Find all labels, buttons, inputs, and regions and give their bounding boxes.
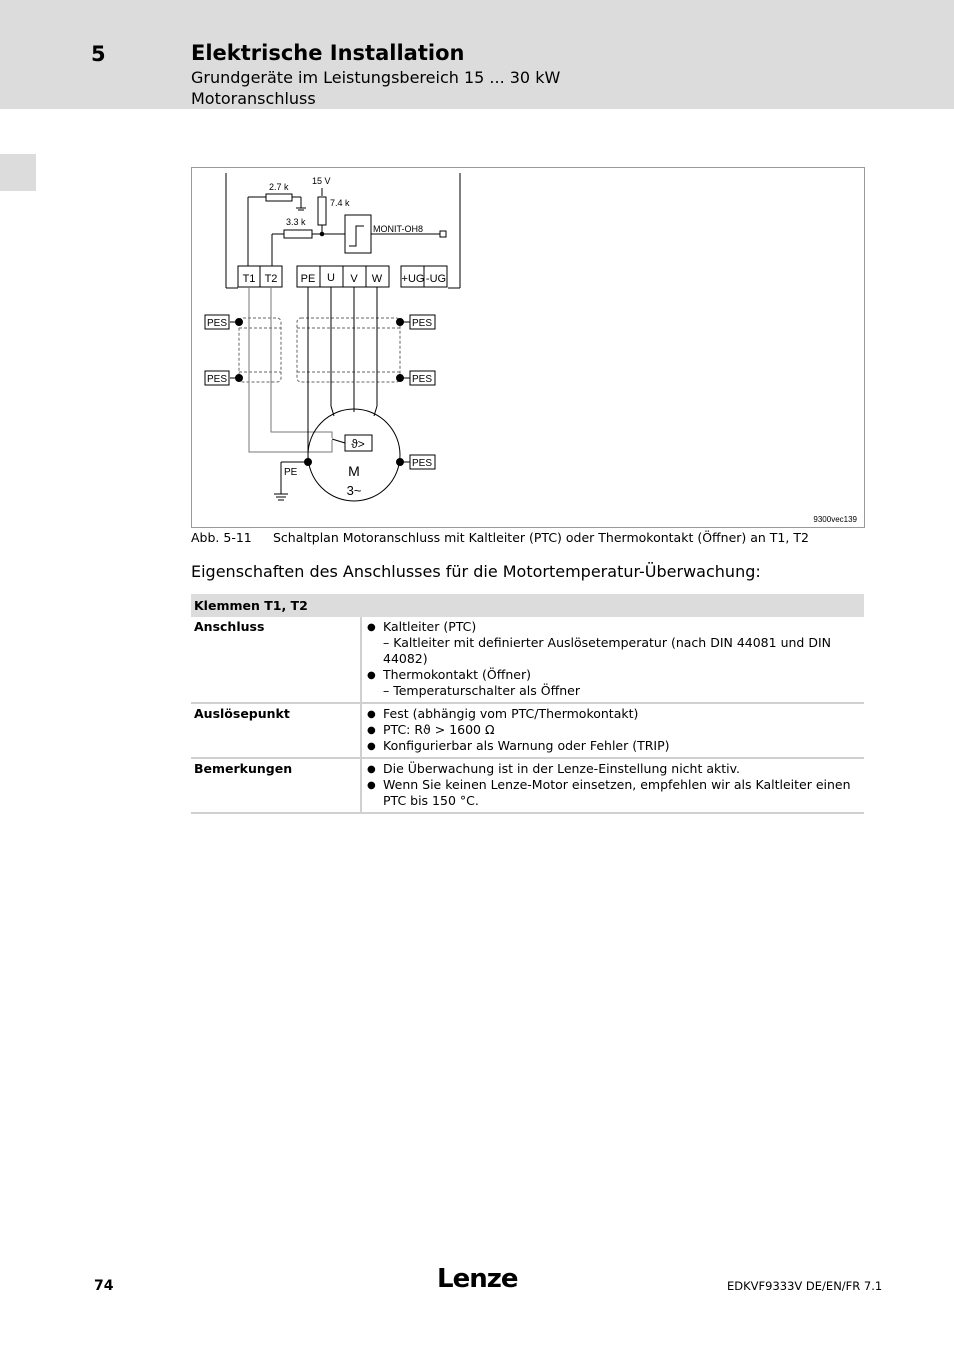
label-motor-m: M	[348, 463, 360, 479]
figure-reference: 9300vec139	[813, 515, 857, 524]
list-subitem: – Kaltleiter mit definierter Auslösetemperatur (nach DIN 44081 und DIN 44082)	[383, 635, 831, 666]
label-motor-3-phase: 3~	[346, 483, 362, 498]
bullet-icon: ●	[367, 709, 376, 720]
bullet-icon: ●	[367, 780, 376, 791]
row-value	[361, 617, 864, 703]
bullet-icon: ●	[367, 622, 376, 633]
table-row	[191, 758, 864, 813]
list-item: ● Fest (abhängig vom PTC/Thermokontakt)	[367, 706, 639, 721]
page-number: 74	[94, 1278, 114, 1294]
label-pes: PES	[411, 318, 433, 329]
section-subtitle: Grundgeräte im Leistungsbereich 15 ... 30 kW	[191, 68, 561, 87]
row-key: Bemerkungen	[191, 758, 361, 813]
label-r-2-7k: 2.7 k	[269, 182, 289, 192]
page-header	[0, 0, 954, 109]
terminal-w: W	[371, 273, 383, 285]
row-key: Anschluss	[191, 617, 361, 703]
bullet-icon: ●	[367, 741, 376, 752]
figure-caption-label: Abb. 5-11	[191, 530, 252, 545]
terminal-t1: T1	[242, 273, 256, 285]
list-item: ● Die Überwachung ist in der Lenze-Einstellung nicht aktiv.	[367, 761, 741, 776]
label-pes: PES	[411, 374, 433, 385]
list-item: ● Konfigurierbar als Warnung oder Fehler (TRIP)	[367, 738, 670, 753]
bullet-icon: ●	[367, 725, 376, 736]
terminal-pe: PE	[300, 273, 316, 285]
wiring-diagram	[191, 167, 865, 528]
row-value	[361, 703, 864, 758]
label-pes: PES	[206, 318, 228, 329]
label-theta: ϑ>	[351, 437, 365, 451]
bullet-icon: ●	[367, 764, 376, 775]
subsection-subtitle: Motoranschluss	[191, 89, 316, 108]
lenze-logo: Lenze	[437, 1264, 518, 1294]
table-header-row	[191, 594, 864, 617]
terminal-minus-ug: -UG	[425, 273, 447, 285]
label-pes: PES	[411, 458, 433, 469]
figure-caption	[191, 530, 809, 545]
label-r-3-3k: 3.3 k	[286, 217, 306, 227]
list-item: ● Thermokontakt (Öffner) – Temperaturschalter als Öffner	[365, 667, 861, 699]
document-reference: EDKVF9333V DE/EN/FR 7.1	[727, 1279, 883, 1293]
chapter-number: 5	[91, 42, 106, 66]
list-item: ● PTC: Rϑ > 1600 Ω	[367, 722, 495, 737]
section-heading: Eigenschaften des Anschlusses für die Motortemperatur-Überwachung:	[191, 562, 761, 581]
table-row	[191, 703, 864, 758]
label-15v: 15 V	[312, 176, 331, 186]
terminal-t2: T2	[264, 273, 278, 285]
label-monit-oh8: MONIT-OH8	[373, 224, 424, 234]
label-r-7-4k: 7.4 k	[330, 198, 350, 208]
list-item: ● Wenn Sie keinen Lenze-Motor einsetzen, empfehlen wir als Kaltleiter einen PTC bis 150 °C.	[367, 777, 851, 808]
label-pes: PES	[206, 374, 228, 385]
list-subitem: – Temperaturschalter als Öffner	[383, 683, 580, 698]
terminal-u: U	[327, 272, 335, 284]
terminal-plus-ug: +UG	[401, 273, 425, 285]
table-row	[191, 617, 864, 703]
figure-caption-text: Schaltplan Motoranschluss mit Kaltleiter (PTC) oder Thermokontakt (Öffner) an T1, T2	[273, 530, 809, 545]
bullet-icon: ●	[367, 670, 376, 681]
table-header: Klemmen T1, T2	[191, 594, 864, 617]
chapter-title: Elektrische Installation	[191, 41, 465, 65]
row-value	[361, 758, 864, 813]
row-key: Auslösepunkt	[191, 703, 361, 758]
terminal-v: V	[350, 273, 358, 285]
list-item: ● Kaltleiter (PTC) – Kaltleiter mit definierter Auslösetemperatur (nach DIN 44081 und DIN 44082)	[365, 619, 861, 667]
label-pe-motor: PE	[284, 467, 298, 478]
side-tab-marker	[0, 154, 36, 191]
properties-table	[191, 594, 864, 814]
wiring-diagram-svg	[192, 168, 864, 527]
